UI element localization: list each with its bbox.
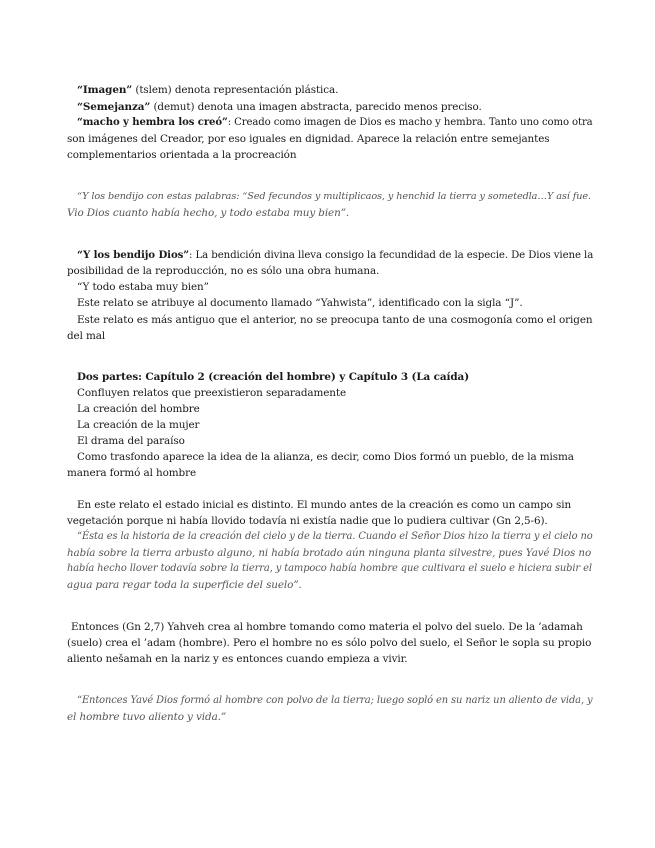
section-heading: Dos partes: Capítulo 2 (creación del hombre) y Capítulo 3 (La caída): [77, 371, 470, 383]
text-line: son imágenes del Creador, por eso iguales en dignidad. Aparece la relación entre semejantes: [67, 133, 550, 145]
text-line: “Imagen” (tslem) denota representación plástica.: [77, 84, 339, 96]
text-line: del mal: [67, 330, 106, 342]
text-line: “Y los bendijo Dios”: La bendición divina lleva consigo la fecundidad de la especie. De Dios viene la: [77, 249, 594, 261]
quote-line: agua para regar toda la superficie del suelo”.: [67, 579, 302, 591]
text-line: “macho y hembra los creó”: Creado como imagen de Dios es macho y hembra. Tanto uno como otra: [77, 117, 593, 128]
quote-line: “Y los bendijo con estas palabras: “Sed fecundos y multiplicaos, y henchid la tierra y sometedla…Y así fue.: [77, 191, 591, 202]
text-line: La creación de la mujer: [77, 419, 200, 431]
quote-line: había sobre la tierra arbusto alguno, ni había brotado aún ninguna planta silvestre, pues Yavé Dios no: [67, 547, 592, 559]
text-line: La creación del hombre: [77, 403, 200, 415]
quote-line: “Entonces Yavé Dios formó al hombre con polvo de la tierra; luego sopló en su nariz un aliento de vida, y: [77, 695, 593, 706]
text-line: Este relato se atribuye al documento llamado “Yahwista”, identificado con la sigla “J”.: [77, 297, 523, 309]
quote-line: el hombre tuvo aliento y vida.”: [67, 711, 227, 723]
text-line: posibilidad de la reproducción, no es sólo una obra humana.: [67, 265, 380, 277]
text-line: complementarios orientada a la procreación: [67, 149, 297, 161]
quote-line: “Ésta es la historia de la creación del cielo y de la tierra. Cuando el Señor Dios hizo la tierra y el cielo no: [77, 531, 593, 542]
text-line: En este relato el estado inicial es distinto. El mundo antes de la creación es como un campo sin: [77, 499, 572, 511]
text-line: manera formó al hombre: [67, 467, 197, 479]
text-line: El drama del paraíso: [77, 435, 185, 447]
text-line: Entonces (Gn 2,7) Yahveh crea al hombre tomando como materia el polvo del suelo. De la ’adamah: [71, 621, 583, 633]
quote-line: Vio Dios cuanto había hecho, y todo estaba muy bien”.: [67, 207, 350, 219]
quote-line: había hecho llover todavía sobre la tierra, y tampoco había hombre que cultivara el suelo e hiciera subir el: [67, 563, 592, 574]
text-line: Como trasfondo aparece la idea de la alianza, es decir, como Dios formó un pueblo, de la misma: [77, 451, 574, 463]
text-line: vegetación porque ni había llovido todavía ni existía nadie que lo pudiera cultivar (Gn 2,5-6).: [67, 515, 548, 527]
text-line: Este relato es más antiguo que el anterior, no se preocupa tanto de una cosmogonía como el origen: [77, 314, 593, 326]
text-line: aliento nešamah en la nariz y es entonces cuando empieza a vivir.: [67, 653, 408, 665]
text-line: (suelo) crea el ’adam (hombre). Pero el hombre no es sólo polvo del suelo, el Señor le sopla su propio: [67, 637, 592, 649]
text-line: “Y todo estaba muy bien”: [77, 281, 209, 293]
text-line: “Semejanza” (demut) denota una imagen abstracta, parecido menos preciso.: [77, 101, 482, 113]
text-line: Confluyen relatos que preexistieron separadamente: [77, 387, 347, 399]
